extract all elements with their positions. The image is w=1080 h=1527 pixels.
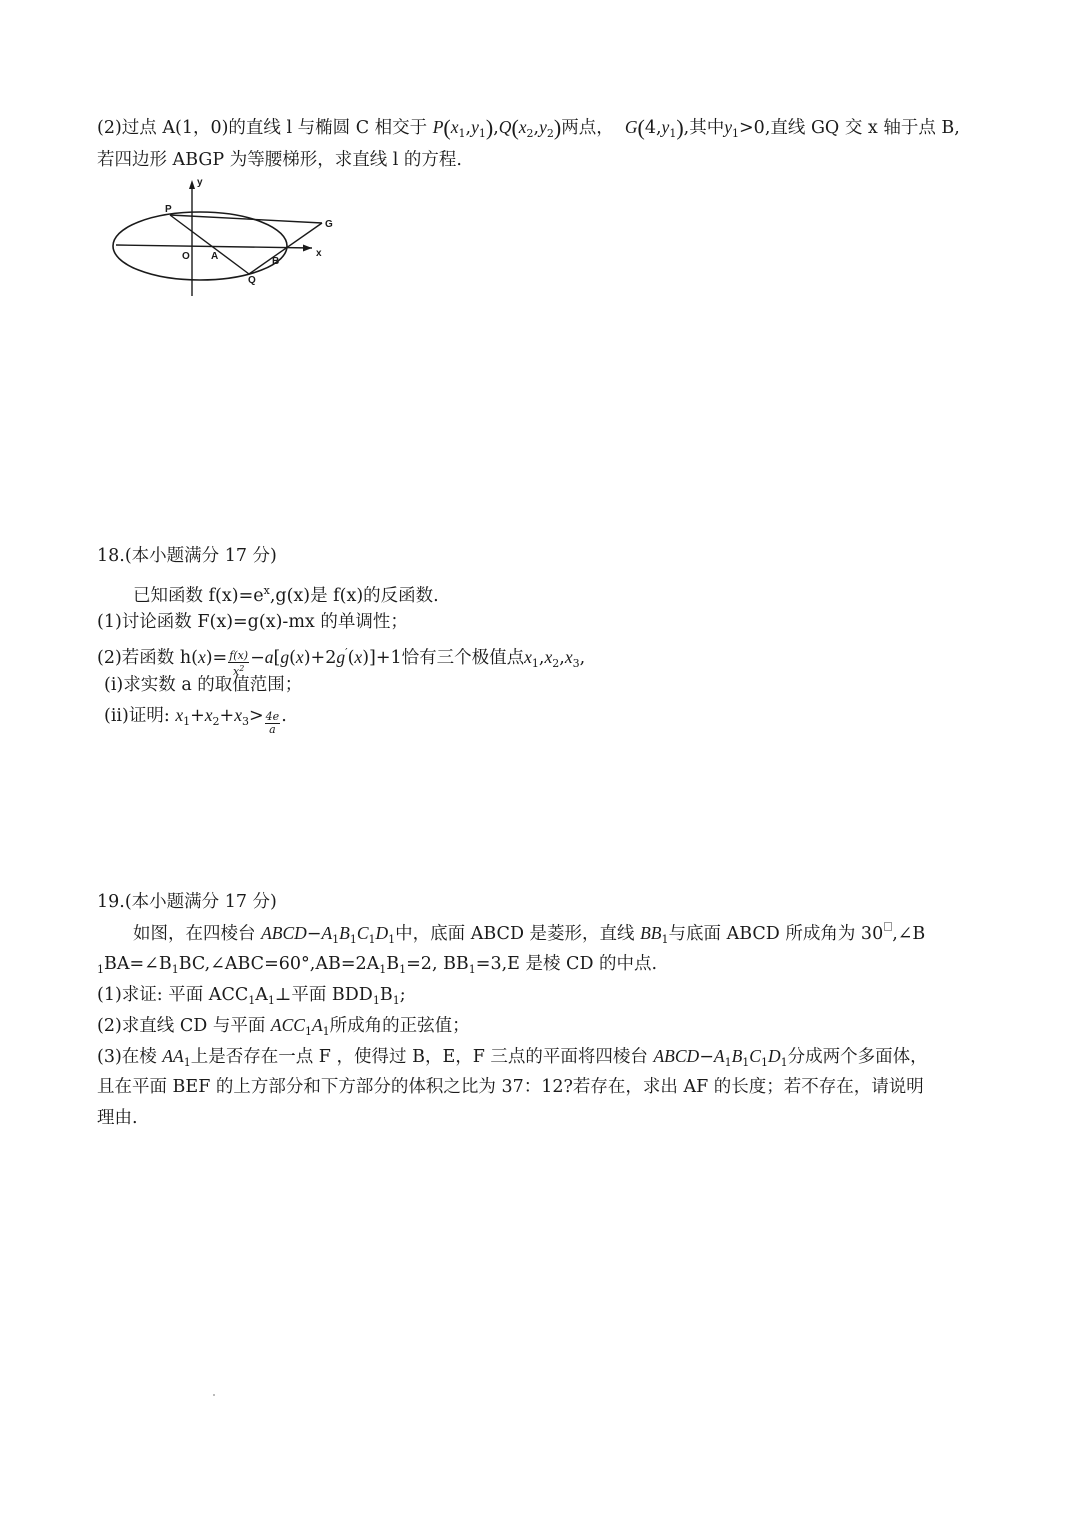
q18-part2: (2)若函数 h(x)= $\frac{f(x)}{x^2}$ −a[g(x)+2g′(x)]+1恰有三个极值点$x_1,x_2,x_3$, <box>97 646 586 678</box>
q19-part3-line2: 且在平面 BEF 的上方部分和下方部分的体积之比为 37：12?若存在，求出 AF 的长度；若不存在，请说明 <box>97 1077 924 1097</box>
line-pg <box>170 215 322 223</box>
q19-part1: (1)求证: 平面 $ACC_1A_1\perp$平面 $BDD_1B_1$; <box>97 985 406 1007</box>
q18-stem: 已知函数 $f(x)=e^x,g(x)$是 f(x)的反函数. <box>133 584 439 606</box>
label-p: P <box>165 204 172 215</box>
q19-part2: (2)求直线 CD 与平面 $ACC_1A_1$所成角的正弦值； <box>97 1015 470 1038</box>
ellipse-figure <box>112 170 352 300</box>
q18-title: 18.(本小题满分 17 分) <box>97 546 277 566</box>
q17-part2-line2: 若四边形 ABGP 为等腰梯形，求直线 l 的方程. <box>97 150 462 170</box>
y-axis-arrow <box>189 180 195 189</box>
label-o: O <box>182 251 190 262</box>
q19-stem-line1: 如图，在四棱台 $ABCD-A_1B_1C_1D_1$中，底面 ABCD 是菱形，直线 $BB_1$与底面 ABCD 所成角为 30 ,∠B <box>133 923 926 946</box>
label-y: y <box>197 177 203 188</box>
q19-title: 19.(本小题满分 17 分) <box>97 892 277 912</box>
q17-part2-line1: (2)过点 A(1，0)的直线 l 与椭圆 C 相交于 $P(x_1,y_1),Q(x_2,y_2)$两点， $G(4,y_1)$,其中$y_1>0$,直线 GQ 交 x 轴于点 B, <box>97 115 960 140</box>
q18-part2-ii: (ii)证明: $x_1+x_2+x_3>$ $\frac{4e}{a}$ . <box>104 705 287 736</box>
q19-stem-line2: $_1BA=\angle B_1BC,\angle ABC=60^\circ,AB=2A_1B_1=2$, $BB_1=3,E$ 是棱 CD 的中点. <box>97 954 658 976</box>
label-x: x <box>316 248 322 259</box>
label-b: B <box>272 256 280 267</box>
x-axis-arrow <box>303 245 312 252</box>
q19-part3-line3: 理由. <box>97 1108 138 1128</box>
q18-part2-i: (i)求实数 a 的取值范围； <box>104 675 303 695</box>
speck <box>213 1394 215 1396</box>
line-pq <box>170 215 249 274</box>
q18-part1: (1)讨论函数 F(x)=g(x)-mx 的单调性； <box>97 612 408 632</box>
label-a: A <box>211 251 219 262</box>
label-q: Q <box>248 275 256 286</box>
q19-part3-line1: (3)在棱 $AA_1$上是否存在一点 F ，使得过 B，E，F 三点的平面将四棱台 $ABCD-A_1B_1C_1D_1$分成两个多面体， <box>97 1046 928 1069</box>
label-g: G <box>325 219 333 230</box>
